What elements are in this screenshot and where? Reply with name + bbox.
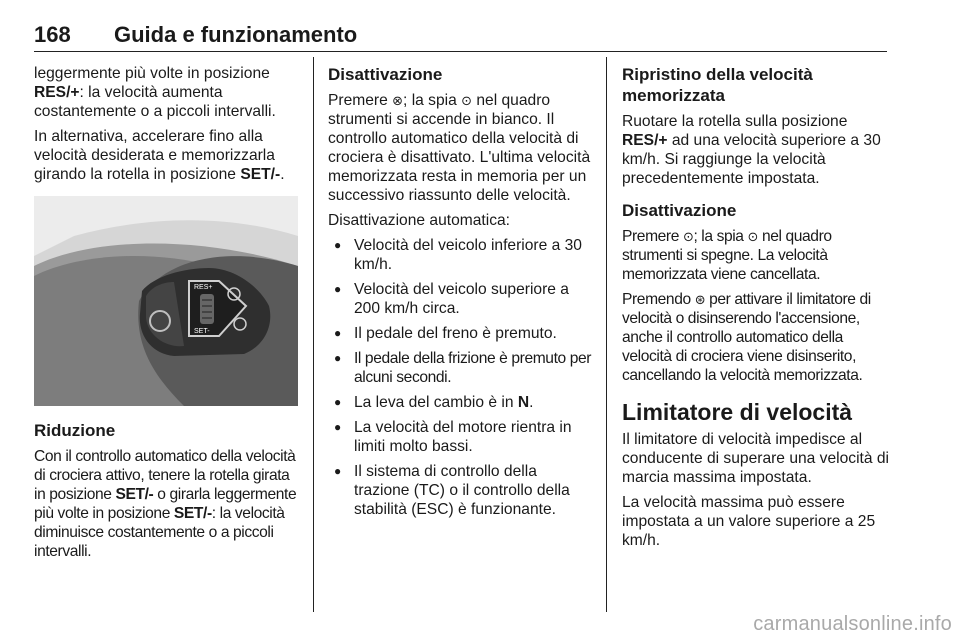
list-item: ● Il pedale della frizione è premuto per alcuni secondi.: [328, 349, 592, 387]
column-divider-2: [606, 57, 607, 612]
image-label-res: RES+: [194, 284, 213, 291]
heading-riduzione: Riduzione: [34, 421, 116, 440]
paragraph-continuation: leggermente più volte in posizione RES/+: la velocità aumenta costantemente o a piccoli intervalli.: [34, 65, 276, 120]
cruise-indicator-icon: ⊙: [747, 229, 759, 244]
paragraph-riduzione: Con il controllo automatico della velocità di crociera attivo, tenere la rotella girata in posizione SET/- o girarla leggermente più volte in posizione SET/-: la velocità diminuisce costantemente o a piccoli intervalli.: [34, 448, 297, 560]
list-item: ● Velocità del veicolo inferiore a 30 km/h.: [328, 236, 592, 274]
watermark: carmanualsonline.info: [753, 613, 952, 635]
page-number: 168: [34, 22, 71, 47]
cruise-indicator-icon: ⊙: [461, 93, 473, 108]
cruise-button-icon: ⊙: [682, 229, 694, 244]
image-label-set: SET-: [194, 328, 210, 335]
paragraph-auto-off: Disattivazione automatica:: [328, 212, 511, 229]
column-divider-1: [313, 57, 314, 612]
column-3: [622, 64, 890, 556]
chapter-title: Guida e funzionamento: [114, 22, 358, 47]
paragraph-limitatore-2: La velocità massima può essere impostata a un valore superiore a 25 km/h.: [622, 494, 876, 549]
speed-limiter-icon: ⊛: [694, 292, 706, 307]
auto-off-list: [328, 236, 592, 519]
paragraph-disattivazione: Premere ⊗; la spia ⊙ nel quadro strumenti si accende in bianco. Il controllo automatico della velocità di crociera è disattivato. L'ultima velocità memorizzata resta in memoria per un successivo riassunto delle velocità.: [328, 92, 591, 204]
page-header: [34, 20, 886, 54]
list-item: ● Il pedale del freno è premuto.: [328, 324, 592, 343]
column-1: [34, 64, 300, 567]
list-item: ● Il sistema di controllo della trazione (TC) o il controllo della stabilità (ESC) è funzionante.: [328, 462, 592, 519]
heading-disattivazione: Disattivazione: [328, 65, 443, 84]
heading-disattivazione-2: Disattivazione: [622, 201, 737, 220]
paragraph-disattivazione-2: Premere ⊙; la spia ⊙ nel quadro strumenti si spegne. La velocità memorizzata viene cancellata.: [622, 228, 832, 283]
steering-wheel-photo: [34, 196, 298, 406]
header-rule: [34, 51, 887, 52]
paragraph-ripristino: Ruotare la rotella sulla posizione RES/+ ad una velocità superiore a 30 km/h. Si raggiunge la velocità precedentemente impostata.: [622, 113, 881, 187]
paragraph-limitatore-1: Il limitatore di velocità impedisce al conducente di superare una velocità di marcia massima impostata.: [622, 431, 890, 486]
column-2: [328, 64, 592, 525]
list-item: ● La velocità del motore rientra in limiti molto bassi.: [328, 418, 592, 456]
paragraph-alternative: In alternativa, accelerare fino alla velocità desiderata e memorizzarla girando la rotella in posizione SET/-.: [34, 128, 285, 183]
paragraph-limiter-note: Premendo ⊛ per attivare il limitatore di velocità o disinserendo l'accensione, anche il controllo automatico della velocità di crociera viene disinserito, cancellando la velocità memorizzata.: [622, 291, 871, 384]
heading-ripristino: Ripristino della velocità memorizzata: [622, 65, 813, 105]
list-item: ● Velocità del veicolo superiore a 200 km/h circa.: [328, 280, 592, 318]
list-item: ● La leva del cambio è in N.: [328, 393, 592, 412]
heading-limitatore: Limitatore di velocità: [622, 399, 853, 425]
cruise-cancel-icon: ⊗: [392, 93, 404, 108]
